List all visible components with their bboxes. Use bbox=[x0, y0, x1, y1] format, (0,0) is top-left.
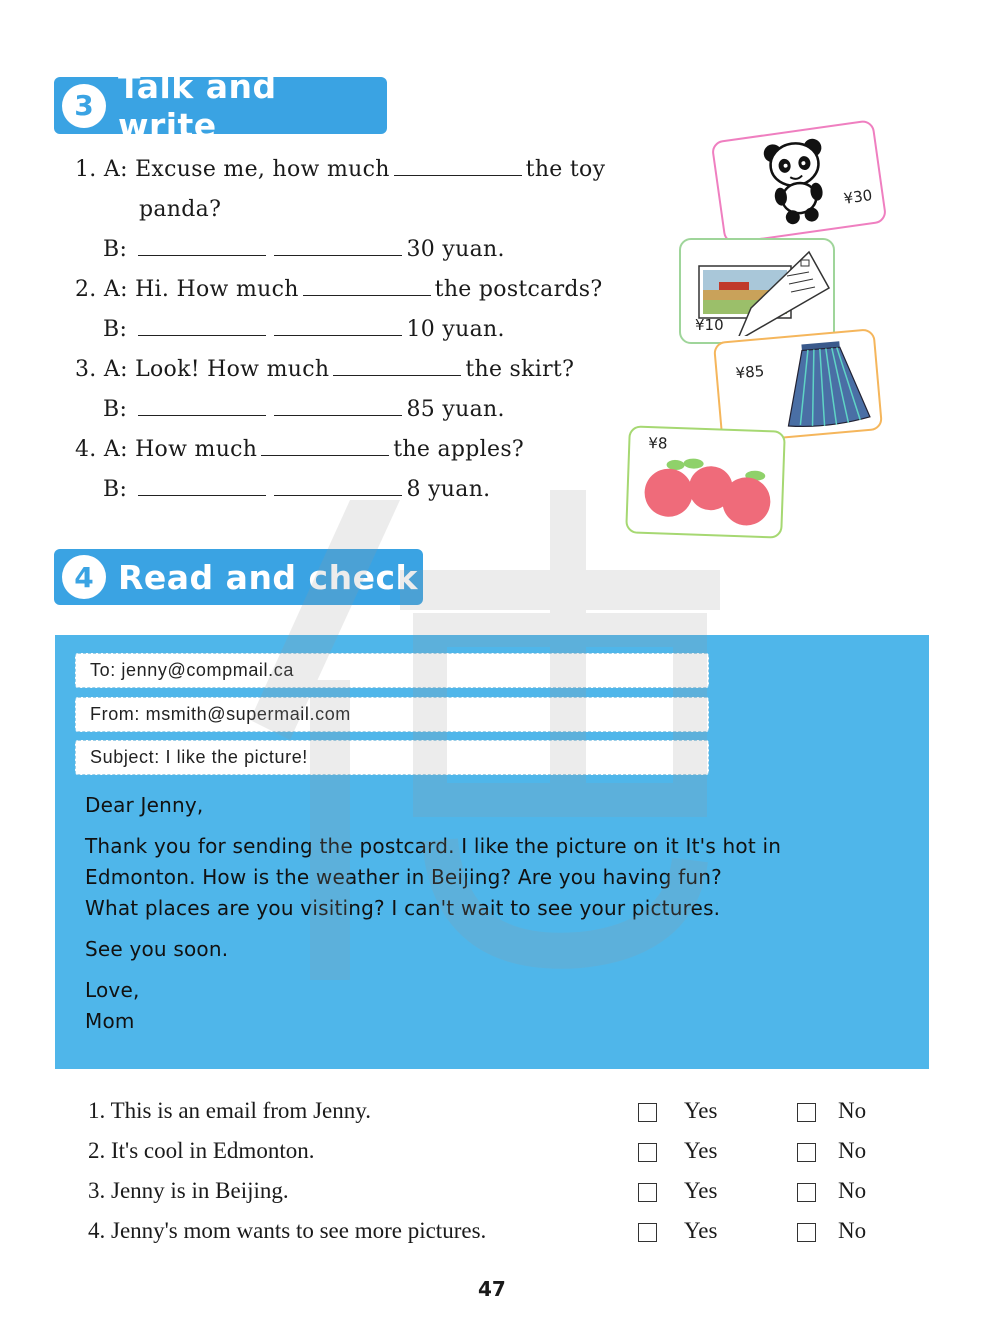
answer-blank[interactable] bbox=[274, 254, 402, 256]
statement-text: 2. It's cool in Edmonton. bbox=[88, 1138, 315, 1163]
question-text: 3. A: Look! How much bbox=[75, 357, 330, 382]
no-label: No bbox=[838, 1178, 867, 1203]
email-to-field: To: jenny@compmail.ca bbox=[75, 653, 709, 688]
answer-blank[interactable] bbox=[138, 254, 266, 256]
email-from-field: From: msmith@supermail.com bbox=[75, 697, 709, 732]
price-card-panda bbox=[711, 119, 888, 245]
question-2-a bbox=[75, 277, 602, 302]
panda-icon bbox=[753, 131, 845, 231]
check-statement-row bbox=[88, 1218, 888, 1248]
answer-blank[interactable] bbox=[138, 494, 266, 496]
answer-blank[interactable] bbox=[274, 334, 402, 336]
no-label: No bbox=[838, 1138, 867, 1163]
check-statement-row bbox=[88, 1098, 888, 1128]
price-card-postcards bbox=[679, 238, 835, 344]
yes-checkbox[interactable] bbox=[638, 1143, 657, 1162]
no-label: No bbox=[838, 1218, 867, 1243]
speaker-label: B: bbox=[103, 237, 128, 262]
question-text: 2. A: Hi. How much bbox=[75, 277, 299, 302]
statement-text: 1. This is an email from Jenny. bbox=[88, 1098, 371, 1123]
email-body-line: Edmonton. How is the weather in Beijing? Are you having fun? bbox=[85, 865, 722, 889]
section-number-badge: 3 bbox=[62, 84, 106, 128]
answer-text: 8 yuan. bbox=[406, 477, 491, 502]
yes-checkbox[interactable] bbox=[638, 1103, 657, 1122]
section-number-badge: 4 bbox=[62, 555, 106, 599]
section-4-header bbox=[54, 549, 423, 605]
answer-blank[interactable] bbox=[138, 334, 266, 336]
statement-text: 4. Jenny's mom wants to see more pictures. bbox=[88, 1218, 487, 1243]
no-checkbox[interactable] bbox=[797, 1183, 816, 1202]
question-1-b bbox=[103, 237, 505, 262]
check-statement-row bbox=[88, 1178, 888, 1208]
price-card-skirt bbox=[713, 328, 883, 444]
question-3-a bbox=[75, 357, 574, 382]
answer-blank[interactable] bbox=[333, 374, 461, 376]
yes-label: Yes bbox=[684, 1218, 718, 1243]
answer-text: 10 yuan. bbox=[406, 317, 505, 342]
question-4-b bbox=[103, 477, 490, 502]
email-body-line: What places are you visiting? I can't wait to see your pictures. bbox=[85, 896, 721, 920]
question-text: the skirt? bbox=[465, 357, 575, 382]
section-title: Read and check bbox=[118, 557, 418, 597]
email-body-line: Thank you for sending the postcard. I like the picture on it It's hot in bbox=[85, 834, 782, 858]
answer-text: 30 yuan. bbox=[406, 237, 505, 262]
price-label: ¥85 bbox=[734, 361, 765, 383]
answer-blank[interactable] bbox=[274, 494, 402, 496]
answer-blank[interactable] bbox=[274, 414, 402, 416]
question-text: 1. A: Excuse me, how much bbox=[75, 157, 390, 182]
email-subject-field: Subject: I like the picture! bbox=[75, 740, 709, 775]
section-3-header bbox=[54, 66, 387, 145]
price-label: ¥8 bbox=[648, 433, 668, 453]
yes-label: Yes bbox=[684, 1098, 718, 1123]
question-text: the toy bbox=[525, 157, 606, 182]
email-greeting: Dear Jenny, bbox=[85, 793, 204, 817]
no-checkbox[interactable] bbox=[797, 1103, 816, 1122]
answer-blank[interactable] bbox=[303, 294, 431, 296]
no-checkbox[interactable] bbox=[797, 1143, 816, 1162]
apples-icon bbox=[633, 450, 781, 535]
question-2-b bbox=[103, 317, 505, 342]
question-4-a bbox=[75, 437, 524, 462]
email-signoff: Love, bbox=[85, 978, 140, 1002]
question-text: the postcards? bbox=[434, 277, 603, 302]
speaker-label: B: bbox=[103, 317, 128, 342]
no-label: No bbox=[838, 1098, 867, 1123]
yes-label: Yes bbox=[684, 1178, 718, 1203]
email-closing: See you soon. bbox=[85, 937, 229, 961]
price-label: ¥30 bbox=[842, 186, 874, 208]
answer-text: 85 yuan. bbox=[406, 397, 505, 422]
question-text: 4. A: How much bbox=[75, 437, 258, 462]
skirt-icon bbox=[779, 335, 877, 433]
answer-blank[interactable] bbox=[394, 174, 522, 176]
price-card-apples bbox=[625, 425, 786, 538]
check-statement-row bbox=[88, 1138, 888, 1168]
yes-checkbox[interactable] bbox=[638, 1223, 657, 1242]
section-title: Talk and write bbox=[117, 66, 277, 145]
question-1-a-continued: panda? bbox=[139, 197, 222, 222]
yes-label: Yes bbox=[684, 1138, 718, 1163]
speaker-label: B: bbox=[103, 477, 128, 502]
no-checkbox[interactable] bbox=[797, 1223, 816, 1242]
answer-blank[interactable] bbox=[261, 454, 389, 456]
question-3-b bbox=[103, 397, 505, 422]
page-number: 47 bbox=[478, 1277, 506, 1301]
email-panel bbox=[55, 635, 929, 1069]
price-label: ¥10 bbox=[695, 316, 724, 334]
statement-text: 3. Jenny is in Beijing. bbox=[88, 1178, 289, 1203]
question-text: the apples? bbox=[393, 437, 525, 462]
answer-blank[interactable] bbox=[138, 414, 266, 416]
speaker-label: B: bbox=[103, 397, 128, 422]
email-signature: Mom bbox=[85, 1009, 135, 1033]
yes-checkbox[interactable] bbox=[638, 1183, 657, 1202]
question-1-a bbox=[75, 157, 605, 182]
